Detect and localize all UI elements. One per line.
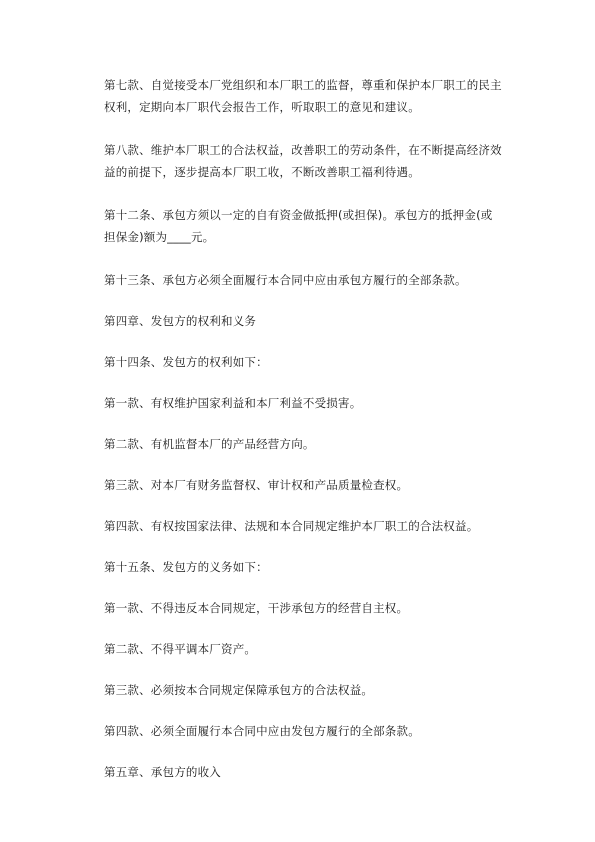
paragraph-article-15: 第十五条、发包方的义务如下： — [104, 560, 268, 574]
paragraph-article-14: 第十四条、发包方的权利如下： — [104, 355, 268, 369]
paragraph-clause-2-rights: 第二款、有机监督本厂的产品经营方向。 — [104, 437, 315, 451]
paragraph-clause-3-duties: 第三款、必须按本合同规定保障承包方的合法权益。 — [104, 683, 374, 697]
paragraph-clause-3-rights: 第三款、对本厂有财务监督权、审计权和产品质量检查权。 — [104, 478, 409, 492]
paragraph-clause-1-rights: 第一款、有权维护国家利益和本厂利益不受损害。 — [104, 396, 362, 410]
paragraph-clause-1-duties: 第一款、不得违反本合同规定，干涉承包方的经营自主权。 — [104, 601, 409, 615]
paragraph-article-13: 第十三条、承包方必须全面履行本合同中应由承包方履行的全部条款。 — [104, 273, 467, 287]
paragraph-clause-2-duties: 第二款、不得平调本厂资产。 — [104, 642, 257, 656]
paragraph-clause-4-rights: 第四款、有权按国家法律、法规和本合同规定维护本厂职工的合法权益。 — [104, 519, 479, 533]
chapter-heading-4: 第四章、发包方的权利和义务 — [104, 314, 257, 328]
paragraph-clause-7: 第七款、自觉接受本厂党组织和本厂职工的监督，尊重和保护本厂职工的民主权利，定期向本厂职代会报告工作，听取职工的意见和建议。 — [104, 78, 502, 114]
paragraph-article-12: 第十二条、承包方须以一定的自有资金做抵押(或担保)。承包方的抵押金(或担保金)额为____元。 — [104, 208, 493, 244]
paragraph-clause-8: 第八款、维护本厂职工的合法权益，改善职工的劳动条件，在不断提高经济效益的前提下，逐步提高本厂职工收，不断改善职工福利待遇。 — [104, 143, 502, 179]
chapter-heading-5: 第五章、承包方的收入 — [104, 765, 221, 779]
paragraph-clause-4-duties: 第四款、必须全面履行本合同中应由发包方履行的全部条款。 — [104, 724, 420, 738]
